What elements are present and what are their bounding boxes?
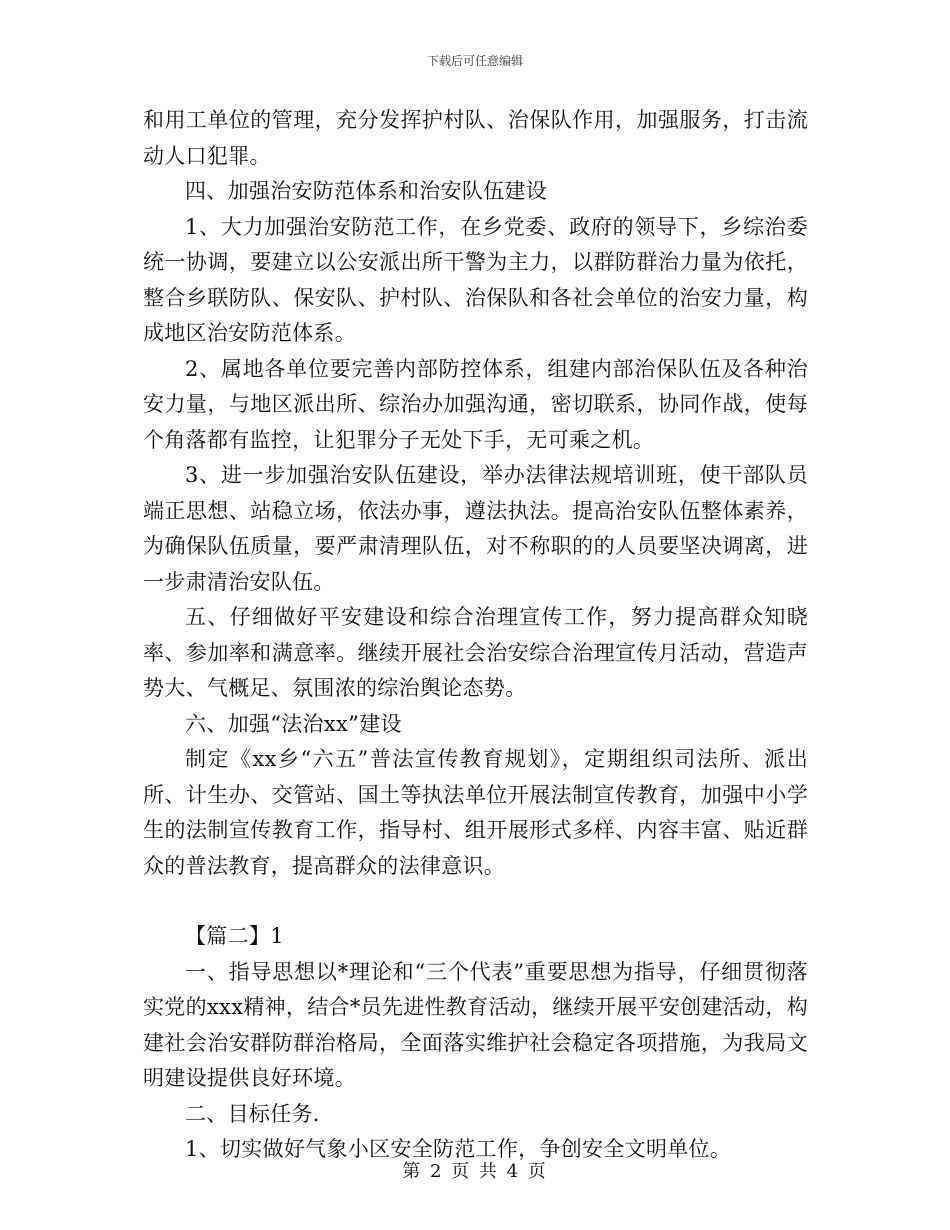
- page-header: 下载后可任意编辑: [426, 54, 523, 68]
- paragraph: 1、大力加强治安防范工作，在乡党委、政府的领导下，乡综治委统一协调，要建立以公安派出所干警为主力，以群防群治力量为依托，整合乡联防队、保安队、护村队、治保队和各社会单位的治安力量，构成地区治安防范体系。: [143, 214, 808, 345]
- section-heading: 四、加强治安防范体系和治安队伍建设: [185, 179, 548, 203]
- paragraph: 五、仔细做好平安建设和综合治理宣传工作，努力提高群众知晓率、参加率和满意率。继续开展社会治安综合治理宣传月活动，营造声势大、气概足、氛围浓的综治舆论态势。: [143, 605, 808, 700]
- section-title: 【篇二】1: [185, 924, 284, 948]
- section-heading: 二、目标任务.: [185, 1101, 320, 1126]
- paragraph: 制定《xx乡“六五”普法宣传教育规划》，定期组织司法所、派出所、计生办、交管站、国土等执法单位开展法制宣传教育，加强中小学生的法制宣传教育工作，指导村、组开展形式多样、内容丰富、贴近群众的普法教育，提高群众的法律意识。: [143, 747, 808, 878]
- page-footer: 第 2 页 共 4 页: [402, 1161, 548, 1182]
- paragraph: 2、属地各单位要完善内部防控体系，组建内部治保队伍及各种治安力量，与地区派出所、综治办加强沟通，密切联系，协同作战，使每个角落都有监控，让犯罪分子无处下手，无可乘之机。: [143, 356, 808, 452]
- section-heading: 六、加强“法治xx”建设: [185, 711, 402, 736]
- paragraph: 和用工单位的管理，充分发挥护村队、治保队作用，加强服务，打击流动人口犯罪。: [143, 108, 808, 168]
- paragraph: 3、进一步加强治安队伍建设，举办法律法规培训班，使干部队员端正思想、站稳立场，依法办事，遵法执法。提高治安队伍整体素养，为确保队伍质量，要严肃清理队伍，对不称职的的人员要坚决调离，进一步肃清治安队伍。: [143, 463, 808, 594]
- paragraph: 1、切实做好气象小区安全防范工作，争创安全文明单位。: [185, 1137, 732, 1161]
- document-body: [143, 103, 808, 1168]
- paragraph: 一、指导思想以*理论和“三个代表”重要思想为指导，仔细贯彻落实党的xxx精神，结合*员先进性教育活动，继续开展平安创建活动，构建社会治安群防群治格局，全面落实维护社会稳定各项措施，为我局文明建设提供良好环境。: [143, 959, 808, 1090]
